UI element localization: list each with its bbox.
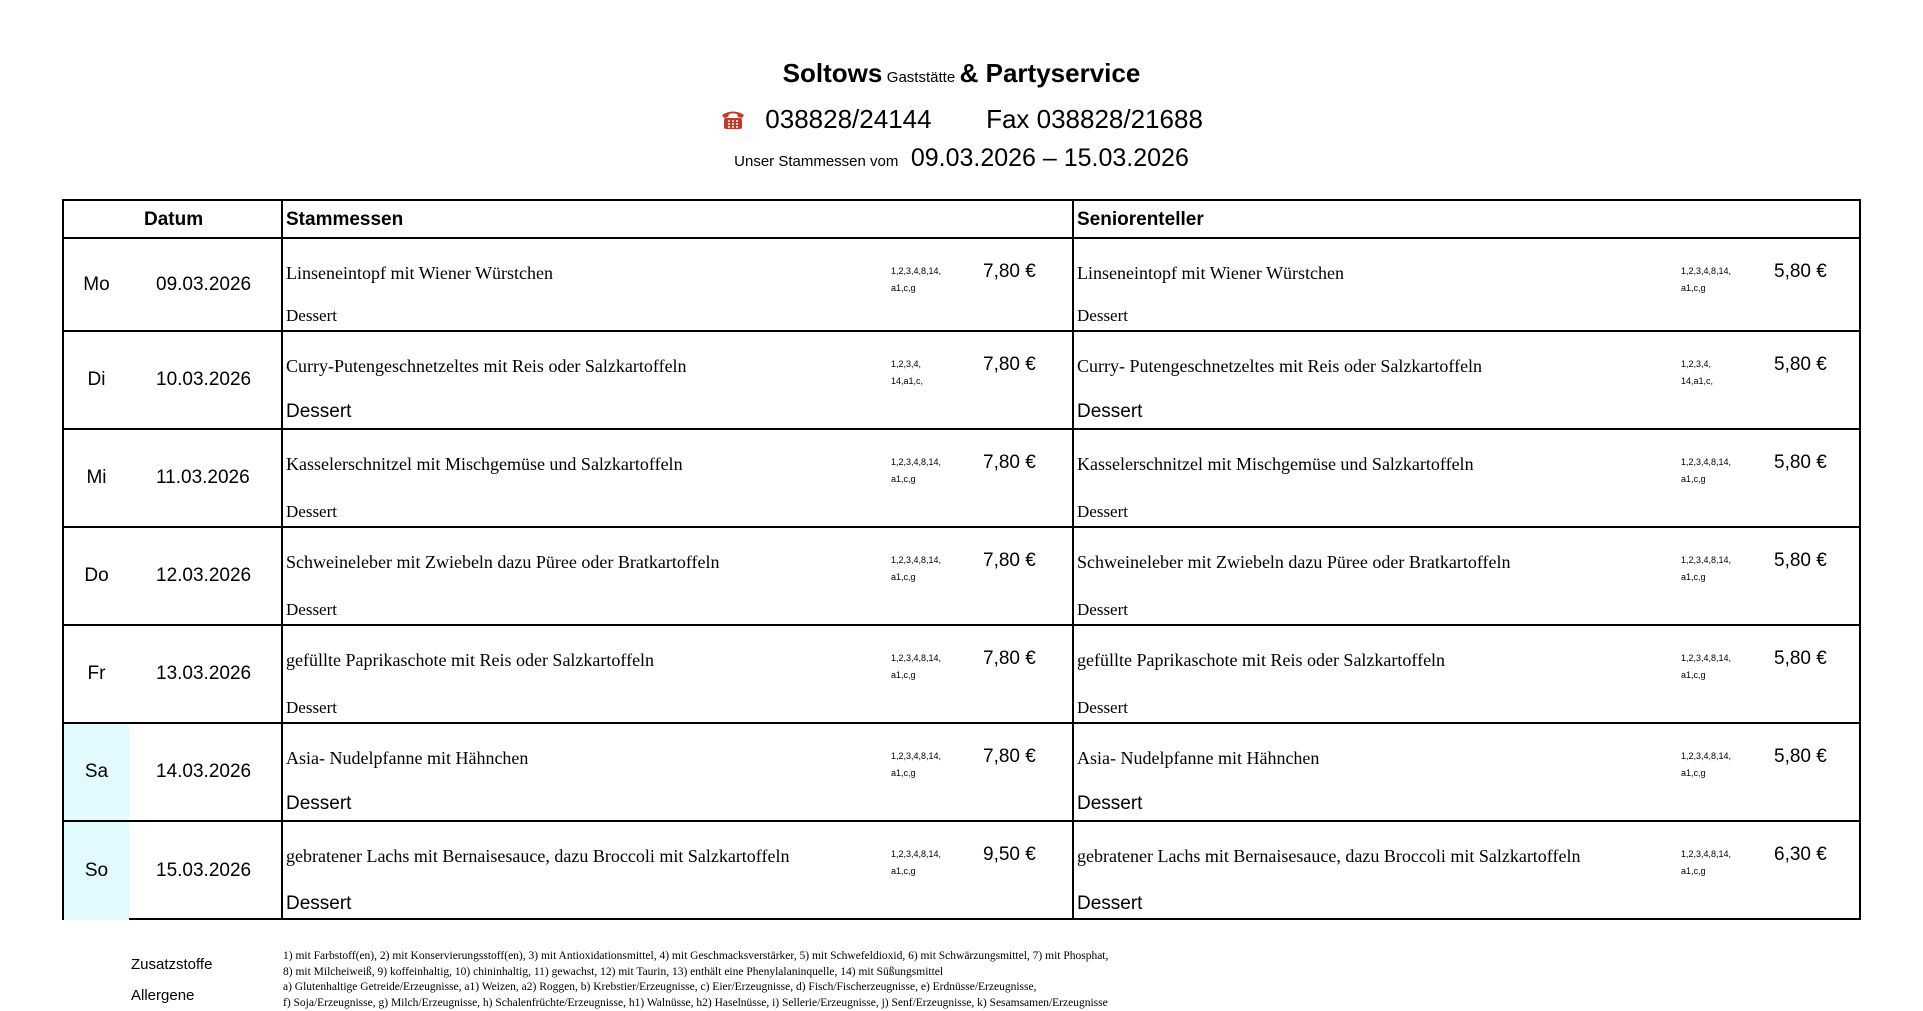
stamm-codes-line: 14,a1,c, (891, 373, 923, 390)
phone-number: 038828/24144 (765, 104, 931, 134)
zusatzstoffe-label: Zusatzstoffe (131, 956, 212, 973)
date: 09.03.2026 (156, 274, 251, 296)
restaurant-connector: & Partyservice (960, 58, 1141, 88)
senior-dish: gebratener Lachs mit Bernaisesauce, dazu Broccoli mit Salzkartoffeln (1077, 846, 1580, 867)
senior-dish: Linseneintopf mit Wiener Würstchen (1077, 263, 1344, 284)
stamm-dessert: Dessert (286, 502, 337, 522)
stamm-additive-codes (891, 454, 941, 488)
senior-dish: Schweineleber mit Zwiebeln dazu Püree oder Bratkartoffeln (1077, 552, 1511, 573)
stamm-price: 7,80 € (983, 550, 1036, 572)
senior-codes-line: 1,2,3,4,8,14, (1681, 650, 1731, 667)
senior-additive-codes (1681, 552, 1731, 586)
stamm-additive-codes (891, 748, 941, 782)
period-range: 09.03.2026 – 15.03.2026 (911, 144, 1189, 172)
stamm-price: 7,80 € (983, 746, 1036, 768)
date: 15.03.2026 (156, 860, 251, 882)
stamm-dessert: Dessert (286, 698, 337, 718)
menu-row (64, 724, 1859, 820)
allergens-legend-line: f) Soja/Erzeugnisse, g) Milch/Erzeugnisse, h) Schalenfrüchte/Erzeugnisse, h1) Walnüsse, h2) Haselnüsse, i) Sellerie/Erzeugnisse, j) Senf/Erzeugnisse, k) Sesamsamen/Erzeugnisse (283, 996, 1108, 1011)
senior-price: 5,80 € (1774, 746, 1827, 768)
senior-additive-codes (1681, 748, 1731, 782)
restaurant-title (0, 58, 1923, 89)
senior-codes-line: a1,c,g (1681, 280, 1731, 297)
senior-dish: Curry- Putengeschnetzeltes mit Reis oder Salzkartoffeln (1077, 356, 1482, 377)
date: 12.03.2026 (156, 565, 251, 587)
stamm-dish: Asia- Nudelpfanne mit Hähnchen (286, 748, 528, 769)
stamm-codes-line: a1,c,g (891, 765, 941, 782)
menu-row (64, 822, 1859, 920)
telephone-icon (720, 107, 746, 131)
senior-dessert: Dessert (1077, 401, 1142, 423)
senior-codes-line: a1,c,g (1681, 765, 1731, 782)
senior-dessert: Dessert (1077, 793, 1142, 815)
senior-dessert: Dessert (1077, 893, 1142, 915)
menu-table (62, 199, 1861, 920)
stamm-dessert: Dessert (286, 793, 351, 815)
weekday: Do (64, 565, 129, 587)
stamm-dessert: Dessert (286, 600, 337, 620)
stamm-dish: Curry-Putengeschnetzeltes mit Reis oder Salzkartoffeln (286, 356, 687, 377)
fax-number: Fax 038828/21688 (986, 104, 1203, 134)
date: 13.03.2026 (156, 663, 251, 685)
stamm-price: 7,80 € (983, 354, 1036, 376)
senior-codes-line: a1,c,g (1681, 569, 1731, 586)
senior-dish: gefüllte Paprikaschote mit Reis oder Salzkartoffeln (1077, 650, 1445, 671)
additives-legend-line: 8) mit Milcheiweiß, 9) koffeinhaltig, 10) chininhaltig, 11) gewachst, 12) mit Taurin, 13) enthält eine Phenylalaninquelle, 14) mit Süßungsmittel (283, 965, 943, 981)
stamm-additive-codes (891, 650, 941, 684)
stamm-codes-line: a1,c,g (891, 863, 941, 880)
senior-dessert: Dessert (1077, 600, 1128, 620)
weekday: Fr (64, 663, 129, 685)
additives-legend-line: 1) mit Farbstoff(en), 2) mit Konservierungsstoff(en), 3) mit Antioxidationsmittel, 4) mit Geschmacksverstärker, 5) mit Schwefeldioxid, 6) mit Schwärzungsmittel, 7) mit Phosphat, (283, 949, 1108, 965)
senior-dessert: Dessert (1077, 698, 1128, 718)
date: 11.03.2026 (156, 467, 250, 489)
senior-codes-line: 1,2,3,4, (1681, 356, 1713, 373)
menu-row (64, 626, 1859, 722)
column-header-datum: Datum (144, 209, 203, 231)
stamm-codes-line: 1,2,3,4,8,14, (891, 846, 941, 863)
senior-additive-codes (1681, 454, 1731, 488)
senior-additive-codes (1681, 650, 1731, 684)
restaurant-type: Gaststätte (887, 69, 955, 86)
menu-row (64, 430, 1859, 526)
senior-codes-line: 1,2,3,4,8,14, (1681, 454, 1731, 471)
senior-dessert: Dessert (1077, 306, 1128, 326)
stamm-codes-line: 1,2,3,4,8,14, (891, 454, 941, 471)
stamm-dessert: Dessert (286, 893, 351, 915)
stamm-codes-line: 1,2,3,4, (891, 356, 923, 373)
stamm-price: 9,50 € (983, 844, 1036, 866)
stamm-price: 7,80 € (983, 648, 1036, 670)
period-line (0, 144, 1923, 173)
senior-dessert: Dessert (1077, 502, 1128, 522)
senior-dish: Asia- Nudelpfanne mit Hähnchen (1077, 748, 1319, 769)
menu-row (64, 239, 1859, 330)
senior-codes-line: 1,2,3,4,8,14, (1681, 748, 1731, 765)
senior-codes-line: a1,c,g (1681, 471, 1731, 488)
stamm-additive-codes (891, 356, 923, 390)
menu-row (64, 332, 1859, 428)
stamm-price: 7,80 € (983, 261, 1036, 283)
stamm-dish: gefüllte Paprikaschote mit Reis oder Salzkartoffeln (286, 650, 654, 671)
stamm-additive-codes (891, 263, 941, 297)
stamm-codes-line: 1,2,3,4,8,14, (891, 650, 941, 667)
stamm-codes-line: 1,2,3,4,8,14, (891, 748, 941, 765)
stamm-dish: Schweineleber mit Zwiebeln dazu Püree oder Bratkartoffeln (286, 552, 720, 573)
stamm-additive-codes (891, 846, 941, 880)
senior-dish: Kasselerschnitzel mit Mischgemüse und Salzkartoffeln (1077, 454, 1474, 475)
stamm-dish: Linseneintopf mit Wiener Würstchen (286, 263, 553, 284)
date: 10.03.2026 (156, 369, 251, 391)
stamm-price: 7,80 € (983, 452, 1036, 474)
allergens-legend-line: a) Glutenhaltige Getreide/Erzeugnisse, a1) Weizen, a2) Roggen, b) Krebstier/Erzeugnisse, c) Eier/Erzeugnisse, d) Fisch/Fischerzeugnisse, e) Erdnüsse/Erzeugnisse, (283, 980, 1036, 996)
contact-line (0, 104, 1923, 135)
weekday: Sa (64, 761, 129, 783)
column-header-stammessen: Stammessen (286, 209, 403, 231)
date: 14.03.2026 (156, 761, 251, 783)
stamm-additive-codes (891, 552, 941, 586)
stamm-dessert: Dessert (286, 401, 351, 423)
column-header-seniorenteller: Seniorenteller (1077, 209, 1204, 231)
senior-additive-codes (1681, 263, 1731, 297)
allergene-label: Allergene (131, 987, 194, 1004)
senior-price: 5,80 € (1774, 452, 1827, 474)
senior-codes-line: 1,2,3,4,8,14, (1681, 846, 1731, 863)
senior-codes-line: a1,c,g (1681, 863, 1731, 880)
weekday: So (64, 860, 129, 882)
stamm-codes-line: a1,c,g (891, 471, 941, 488)
stamm-codes-line: a1,c,g (891, 280, 941, 297)
restaurant-name: Soltows (783, 58, 883, 88)
menu-row (64, 528, 1859, 624)
senior-price: 5,80 € (1774, 550, 1827, 572)
stamm-codes-line: 1,2,3,4,8,14, (891, 263, 941, 280)
senior-codes-line: a1,c,g (1681, 667, 1731, 684)
senior-additive-codes (1681, 846, 1731, 880)
stamm-dish: gebratener Lachs mit Bernaisesauce, dazu Broccoli mit Salzkartoffeln (286, 846, 789, 867)
senior-price: 5,80 € (1774, 354, 1827, 376)
senior-additive-codes (1681, 356, 1713, 390)
stamm-dish: Kasselerschnitzel mit Mischgemüse und Salzkartoffeln (286, 454, 683, 475)
senior-price: 5,80 € (1774, 261, 1827, 283)
senior-codes-line: 1,2,3,4,8,14, (1681, 263, 1731, 280)
stamm-dessert: Dessert (286, 306, 337, 326)
senior-price: 5,80 € (1774, 648, 1827, 670)
stamm-codes-line: a1,c,g (891, 667, 941, 684)
stamm-codes-line: a1,c,g (891, 569, 941, 586)
weekday: Di (64, 369, 129, 391)
weekday: Mo (64, 274, 129, 296)
period-label: Unser Stammessen vom (734, 153, 898, 170)
senior-price: 6,30 € (1774, 844, 1827, 866)
weekday: Mi (64, 467, 129, 489)
senior-codes-line: 14,a1,c, (1681, 373, 1713, 390)
stamm-codes-line: 1,2,3,4,8,14, (891, 552, 941, 569)
senior-codes-line: 1,2,3,4,8,14, (1681, 552, 1731, 569)
